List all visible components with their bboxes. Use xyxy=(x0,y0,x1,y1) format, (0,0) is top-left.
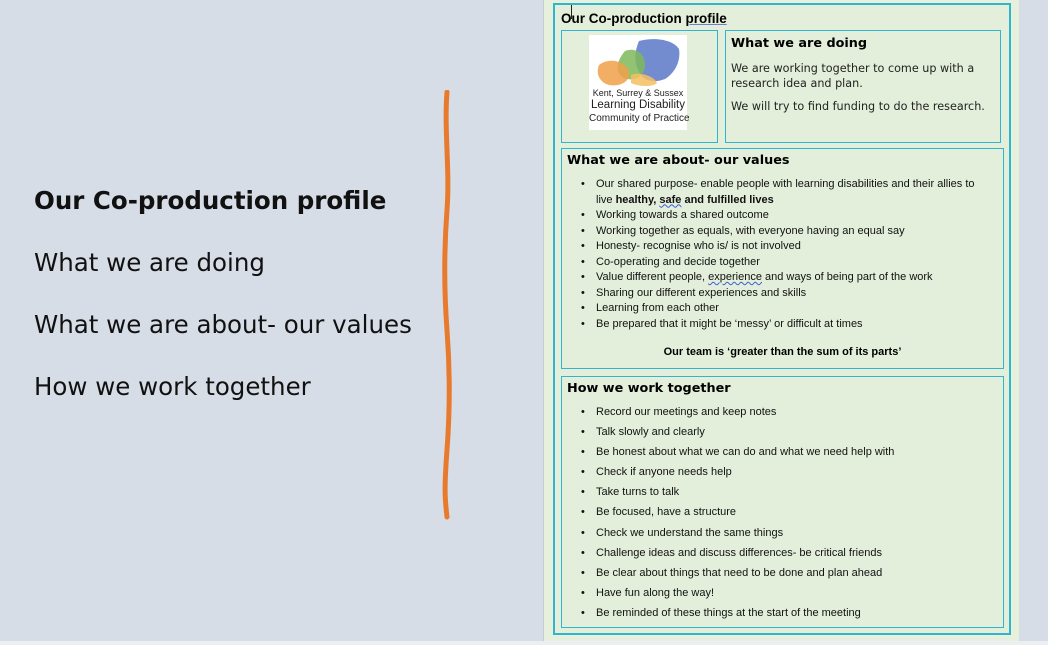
how-item: • Be focused, have a structure xyxy=(596,505,894,525)
how-item: • Be reminded of these things at the start of the meeting xyxy=(596,606,894,626)
values-item-part: and ways of being part of the work xyxy=(761,271,933,283)
doing-paragraph-2: We will try to find funding to do the research. xyxy=(731,100,985,113)
how-item: • Take turns to talk xyxy=(596,485,894,505)
values-list xyxy=(596,177,991,332)
values-item: • Co-operating and decide together xyxy=(596,255,991,271)
logo-line-ld: Learning Disability xyxy=(591,99,685,111)
values-bold-safe: safe xyxy=(659,193,682,206)
values-item: • Sharing our different experiences and skills xyxy=(596,286,991,302)
how-item: • Be clear about things that need to be done and plan ahead xyxy=(596,566,894,586)
values-item: • Working together as equals, with everyone having an equal say xyxy=(596,224,991,240)
how-item: • Check if anyone needs help xyxy=(596,465,894,485)
values-item-experience: experience xyxy=(708,271,762,283)
outline-item-values[interactable]: What we are about- our values xyxy=(34,310,412,339)
outline-item-how[interactable]: How we work together xyxy=(34,372,311,401)
outline-item-doing[interactable]: What we are doing xyxy=(34,248,265,277)
values-item-part: Value different people, xyxy=(596,271,709,283)
how-item: • Record our meetings and keep notes xyxy=(596,405,894,425)
values-item-text: Our shared purpose- enable people with learning disabilities and their allies to live xyxy=(596,178,975,206)
values-item: • Learning from each other xyxy=(596,301,991,317)
profile-title-prefix: Our Co-production xyxy=(561,11,686,26)
logo-line-region: Kent, Surrey & Sussex xyxy=(592,88,684,98)
how-item: • Be honest about what we can do and what we need help with xyxy=(596,445,894,465)
right-margin xyxy=(1019,0,1048,645)
values-item: • Honesty- recognise who is/ is not involved xyxy=(596,239,991,255)
how-item: • Have fun along the way! xyxy=(596,586,894,606)
values-bold-healthy: healthy, xyxy=(615,193,660,206)
regional-map-icon xyxy=(595,37,681,89)
how-item: • Check we understand the same things xyxy=(596,526,894,546)
ldcop-logo xyxy=(589,35,690,130)
doing-heading: What we are doing xyxy=(731,36,868,51)
values-item: • Working towards a shared outcome xyxy=(596,208,991,224)
how-list xyxy=(596,405,894,626)
values-item: • Be prepared that it might be ‘messy’ or difficult at times xyxy=(596,317,991,333)
team-line: Our team is ‘greater than the sum of its parts’ xyxy=(663,346,902,358)
wavy-divider-line xyxy=(437,90,457,520)
how-item: • Talk slowly and clearly xyxy=(596,425,894,445)
values-item xyxy=(596,177,991,208)
logo-line-cop: Community of Practice xyxy=(589,113,690,124)
profile-title-underlined: profile xyxy=(685,11,727,26)
how-heading: How we work together xyxy=(567,381,731,396)
outline-item-profile[interactable]: Our Co-production profile xyxy=(34,186,387,215)
values-heading: What we are about- our values xyxy=(567,153,790,168)
values-item-bold xyxy=(616,194,774,206)
values-item xyxy=(596,270,991,286)
profile-title[interactable] xyxy=(561,11,727,26)
how-item: • Challenge ideas and discuss differences- be critical friends xyxy=(596,546,894,566)
doing-paragraph-1: We are working together to come up with a research idea and plan. xyxy=(731,62,975,90)
values-bold-fulfilled: and fulfilled lives xyxy=(681,193,774,206)
bottom-strip xyxy=(0,641,1048,645)
